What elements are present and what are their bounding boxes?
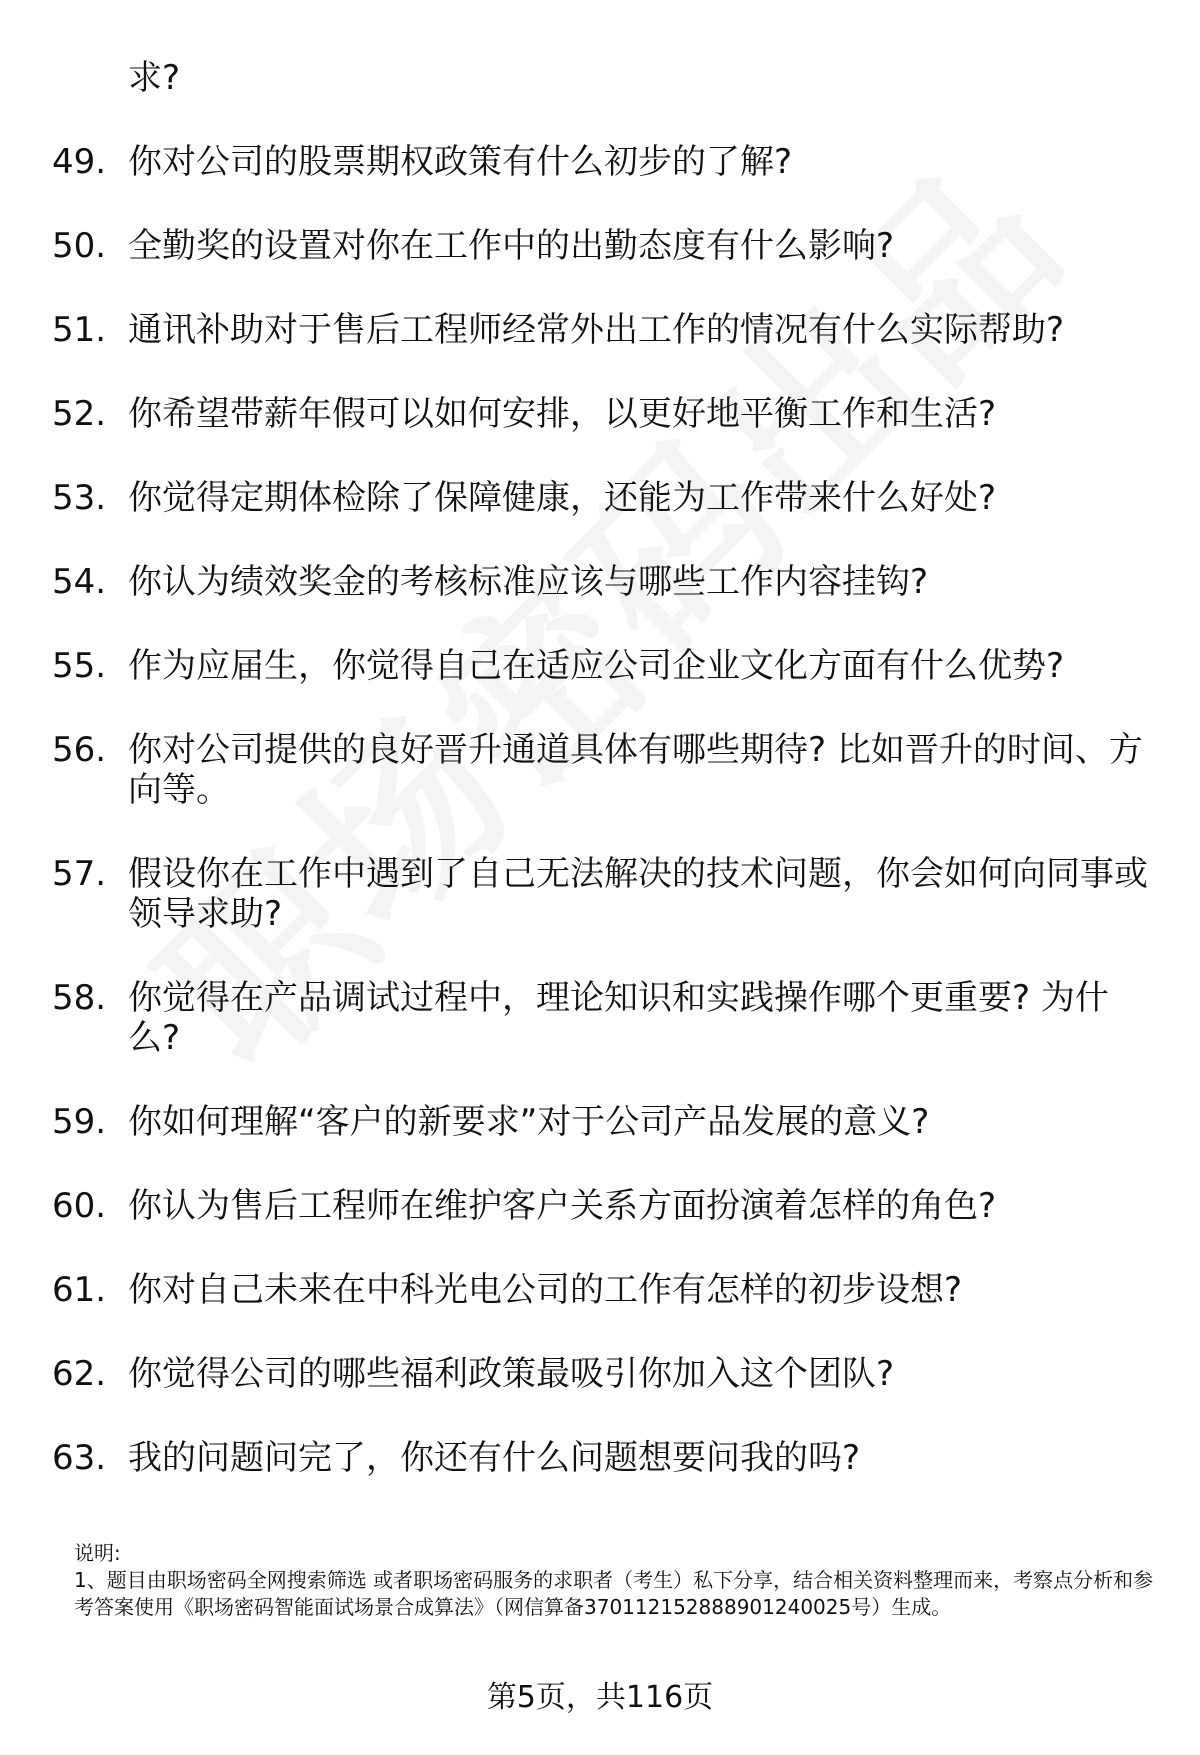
question-item bbox=[52, 1438, 1152, 1478]
question-text: 你认为绩效奖金的考核标准应该与哪些工作内容挂钩? bbox=[128, 562, 929, 602]
question-list bbox=[52, 58, 1152, 1522]
question-text: 我的问题问完了，你还有什么问题想要问我的吗? bbox=[128, 1438, 861, 1478]
question-text: 你认为售后工程师在维护客户关系方面扮演着怎样的角色? bbox=[128, 1186, 997, 1226]
question-number: 56. bbox=[52, 730, 107, 770]
question-item bbox=[52, 394, 1152, 434]
page-number: 第5页，共116页 bbox=[486, 1680, 714, 1715]
question-item bbox=[52, 1186, 1152, 1226]
question-item bbox=[52, 730, 1152, 810]
notes-heading: 说明: bbox=[74, 1541, 121, 1565]
question-number: 54. bbox=[52, 562, 107, 602]
question-text: 求? bbox=[128, 58, 181, 98]
question-number: 50. bbox=[52, 226, 107, 266]
question-number: 51. bbox=[52, 310, 107, 350]
notes-item: 1、题目由职场密码全网搜索筛选 或者职场密码服务的求职者（考生）私下分享，结合相关资料整理而来，考察点分析和参考答案使用《职场密码智能面试场景合成算法》（网信算备370112152888901240025号）生成。 bbox=[74, 1568, 1154, 1619]
question-item bbox=[52, 1270, 1152, 1310]
question-item bbox=[52, 854, 1152, 934]
question-text: 你对公司的股票期权政策有什么初步的了解? bbox=[128, 142, 793, 182]
question-text: 全勤奖的设置对你在工作中的出勤态度有什么影响? bbox=[128, 226, 895, 266]
question-number: 55. bbox=[52, 646, 107, 686]
question-text: 你希望带薪年假可以如何安排，以更好地平衡工作和生活? bbox=[128, 394, 997, 434]
question-number: 61. bbox=[52, 1270, 107, 1310]
question-text: 你对公司提供的良好晋升通道具体有哪些期待? 比如晋升的时间、方向等。 bbox=[128, 730, 1143, 810]
question-item bbox=[52, 646, 1152, 686]
question-text: 你觉得在产品调试过程中，理论知识和实践操作哪个更重要? 为什么? bbox=[128, 978, 1109, 1058]
question-number: 53. bbox=[52, 478, 107, 518]
question-number: 57. bbox=[52, 854, 107, 894]
question-number: 63. bbox=[52, 1438, 107, 1478]
question-item bbox=[52, 478, 1152, 518]
notes-section bbox=[74, 1540, 1154, 1621]
question-item bbox=[52, 978, 1152, 1058]
question-number: 58. bbox=[52, 978, 107, 1018]
question-item bbox=[52, 562, 1152, 602]
question-item bbox=[52, 1102, 1152, 1142]
question-item bbox=[52, 310, 1152, 350]
question-text: 你觉得公司的哪些福利政策最吸引你加入这个团队? bbox=[128, 1354, 895, 1394]
question-number: 62. bbox=[52, 1354, 107, 1394]
question-item bbox=[52, 142, 1152, 182]
question-number: 60. bbox=[52, 1186, 107, 1226]
question-number: 59. bbox=[52, 1102, 107, 1142]
question-text: 通讯补助对于售后工程师经常外出工作的情况有什么实际帮助? bbox=[128, 310, 1065, 350]
question-text: 你对自己未来在中科光电公司的工作有怎样的初步设想? bbox=[128, 1270, 963, 1310]
question-text: 你觉得定期体检除了保障健康，还能为工作带来什么好处? bbox=[128, 478, 997, 518]
question-item bbox=[52, 1354, 1152, 1394]
question-text: 你如何理解“客户的新要求”对于公司产品发展的意义? bbox=[128, 1102, 930, 1142]
question-text: 假设你在工作中遇到了自己无法解决的技术问题，你会如何向同事或领导求助? bbox=[128, 854, 1148, 934]
question-number: 49. bbox=[52, 142, 107, 182]
question-item bbox=[52, 226, 1152, 266]
question-continuation bbox=[52, 58, 1152, 98]
question-text: 作为应届生，你觉得自己在适应公司企业文化方面有什么优势? bbox=[128, 646, 1065, 686]
question-number: 52. bbox=[52, 394, 107, 434]
